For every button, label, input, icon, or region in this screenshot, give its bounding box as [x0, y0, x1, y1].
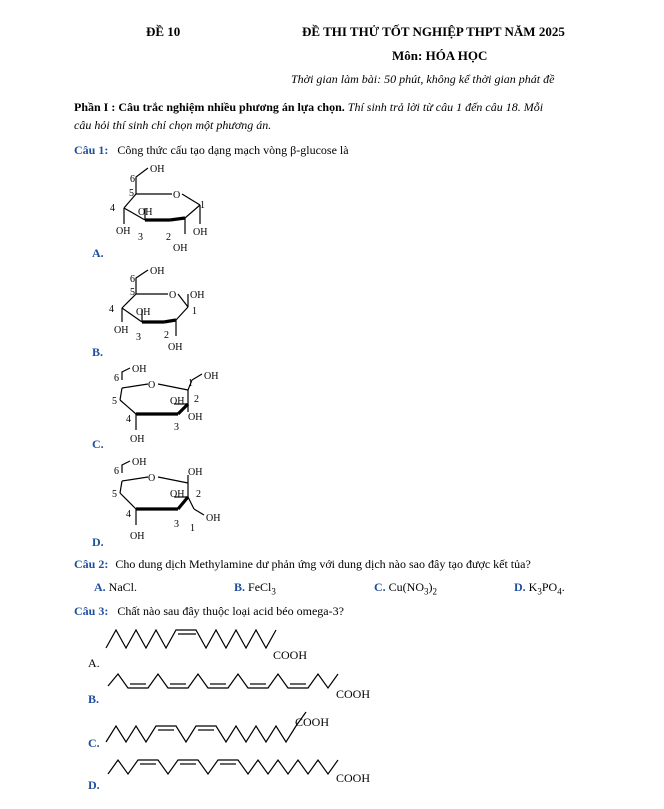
- svg-text:OH: OH: [168, 342, 183, 353]
- svg-text:6: 6: [130, 274, 135, 285]
- svg-text:2: 2: [166, 232, 171, 243]
- q1-option-c-letter[interactable]: C.: [92, 437, 104, 451]
- svg-text:O: O: [173, 190, 181, 201]
- q2-stem: [74, 557, 531, 572]
- svg-text:OH: OH: [193, 227, 208, 238]
- q1-label: Câu 1:: [74, 143, 109, 157]
- q1-stem: [74, 143, 349, 158]
- svg-text:2: 2: [194, 394, 199, 405]
- svg-text:OH: OH: [173, 243, 188, 254]
- q3-label: Câu 3:: [74, 604, 109, 618]
- q3-text: Chất nào sau đây thuộc loại acid béo omega-3?: [117, 604, 344, 618]
- part1-instruction: Thí sinh trả lời từ câu 1 đến câu 18. Mỗi: [347, 100, 544, 114]
- svg-text:COOH: COOH: [295, 715, 330, 729]
- svg-text:OH: OH: [114, 325, 129, 336]
- cooh-label: COOH: [273, 648, 308, 662]
- svg-text:O: O: [169, 290, 177, 301]
- svg-text:O: O: [148, 473, 156, 484]
- svg-text:OH: OH: [206, 513, 221, 524]
- part1-intro: [74, 96, 654, 118]
- q1-text: Công thức cấu tạo dạng mạch vòng β-glucose là: [117, 143, 349, 157]
- q2-label: Câu 2:: [74, 557, 109, 571]
- q3-option-d-letter[interactable]: D.: [88, 778, 100, 792]
- q1-option-d-letter[interactable]: D.: [92, 535, 104, 549]
- svg-text:OH: OH: [170, 489, 185, 500]
- svg-text:OH: OH: [150, 266, 165, 277]
- q3-stem: [74, 604, 344, 619]
- q3-option-a-letter[interactable]: A.: [88, 656, 100, 670]
- svg-text:COOH: COOH: [336, 687, 371, 701]
- q3-structure-d: [100, 752, 390, 792]
- q1-structure-b: [100, 262, 230, 358]
- svg-text:5: 5: [112, 396, 117, 407]
- svg-text:1: 1: [190, 523, 195, 534]
- svg-text:OH: OH: [116, 226, 131, 237]
- svg-text:1: 1: [188, 378, 193, 389]
- q2-option-c[interactable]: C. $Cu(NO_3)_2$: [374, 580, 438, 597]
- svg-text:2: 2: [164, 330, 169, 341]
- svg-text:OH: OH: [132, 457, 147, 468]
- atom-label: OH: [150, 164, 165, 175]
- svg-text:4: 4: [126, 509, 131, 520]
- svg-text:4: 4: [110, 203, 115, 214]
- q1-option-a-letter[interactable]: A.: [92, 246, 104, 260]
- svg-text:4: 4: [126, 414, 131, 425]
- svg-text:6: 6: [114, 466, 119, 477]
- svg-text:OH: OH: [188, 467, 203, 478]
- q2-option-a[interactable]: A. NaCl.: [94, 580, 138, 594]
- svg-text:5: 5: [112, 489, 117, 500]
- svg-text:6: 6: [114, 373, 119, 384]
- q1-structure-c: [100, 360, 230, 446]
- exam-title: ĐỀ THI THỬ TỐT NGHIỆP THPT NĂM 2025: [302, 24, 565, 39]
- svg-text:6: 6: [130, 174, 135, 185]
- q3-structure-a: [100, 622, 330, 666]
- svg-text:3: 3: [136, 332, 141, 343]
- svg-text:OH: OH: [170, 396, 185, 407]
- q1-structure-d: [100, 453, 230, 545]
- svg-text:3: 3: [138, 232, 143, 243]
- svg-text:OH: OH: [130, 434, 145, 445]
- svg-text:OH: OH: [136, 307, 151, 318]
- q3-option-b-letter[interactable]: B.: [88, 692, 100, 706]
- svg-text:2: 2: [196, 489, 201, 500]
- svg-text:OH: OH: [138, 207, 153, 218]
- svg-text:4: 4: [109, 304, 114, 315]
- svg-text:5: 5: [130, 287, 135, 298]
- svg-text:OH: OH: [190, 290, 205, 301]
- exam-code: ĐỀ 10: [146, 24, 181, 39]
- svg-text:OH: OH: [188, 412, 203, 423]
- svg-text:3: 3: [174, 519, 179, 530]
- svg-text:COOH: COOH: [336, 771, 371, 785]
- svg-text:O: O: [148, 380, 156, 391]
- svg-text:OH: OH: [204, 371, 219, 382]
- q2-option-d[interactable]: D. $K_3PO_4$.: [514, 580, 565, 597]
- q2-option-b[interactable]: B. FeCl$_3$: [234, 580, 276, 597]
- time-note: Thời gian làm bài: 50 phút, không kể thời gian phát đề: [291, 72, 555, 86]
- q3-option-c-letter[interactable]: C.: [88, 736, 100, 750]
- q3-structure-b: [100, 668, 390, 708]
- svg-text:1: 1: [200, 200, 205, 211]
- subject-label: Môn: HÓA HỌC: [392, 48, 488, 63]
- svg-text:1: 1: [192, 306, 197, 317]
- svg-text:5: 5: [129, 188, 134, 199]
- q1-option-b-letter[interactable]: B.: [92, 345, 104, 359]
- q3-structure-c: [100, 710, 350, 752]
- svg-text:OH: OH: [130, 531, 145, 542]
- q2-text: Cho dung dịch Methylamine dư phản ứng với dung dịch nào sao đây tạo được kết tủa?: [115, 557, 531, 571]
- part1-instruction-cont: câu hỏi thí sinh chỉ chọn một phương án.: [74, 118, 272, 132]
- part1-title: Phần I : Câu trắc nghiệm nhiều phương án lựa chọn.: [74, 100, 345, 114]
- q1-structure-a: [100, 160, 230, 256]
- svg-text:3: 3: [174, 422, 179, 433]
- svg-text:OH: OH: [132, 364, 147, 375]
